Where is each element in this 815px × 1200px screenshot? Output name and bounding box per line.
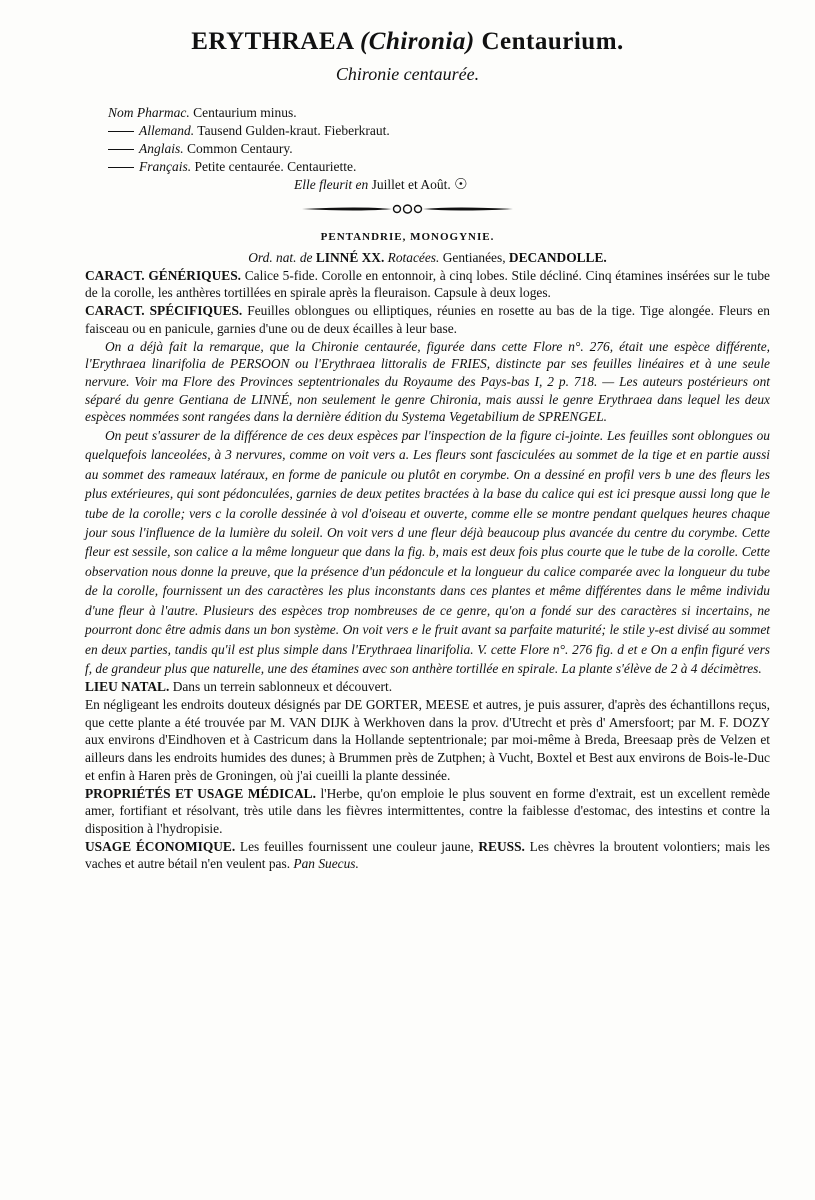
author-reuss: REUSS. [478, 838, 525, 854]
name-label: Allemand. [139, 123, 195, 138]
lieu-details: En négligeant les endroits douteux désignés par DE GORTER, MEESE et autres, je puis assurer, d'après des échantillons reçus, que cette plante a été trouvée par M. VAN DIJK à Werkhoven dans la prov. d'Utrecht et près d' Amersfoort; par M. F. DOZY aux environs d'Eindhoven et à Castricum dans la Hollande septentrionale; par moi-même à Breda, Breesaap près de Velzen et ailleurs dans les endroits humides des dunes; à Brummen près de Zutphen; à Vucht, Boxtel et Best aux environs de Bois-le-Duc et enfin à Haren près de Groningen, où j'ai cueilli la plante dessinée. [85, 697, 770, 783]
section-text: Feuilles oblongues ou elliptiques, réunies en rosette au bas de la tige. Tige alongée. Fleurs en faisceau ou en panicule, garnies d'une ou de deux écailles à leur base. [85, 303, 770, 336]
observation-1: On a déjà fait la remarque, que la Chironie centaurée, figurée dans cette Flore n°. 276, était une espèce différente, l'Erythraea linarifolia de PERSOON ou l'Erythraea littoralis de FRIES, distincte par ses feuilles linéaires et à une seule nervure. Voir ma Flore des Provinces septentrionales du Royaume des Pays-bas I, 2 p. 718. — Les auteurs postérieurs ont séparé du genre Gentiana de LINNÉ, non seulement le genre Chironia, mais aussi le genre Erythraea dans lequel les deux espèces nommées sont rangées dans la dernière édition du Systema Vegetabilium de SPRENGEL. [85, 338, 770, 425]
name-value: Common Centaury. [187, 141, 293, 156]
ordre-gentianees: Gentianées, [442, 250, 506, 265]
ordre-decandolle: DECANDOLLE. [508, 250, 607, 265]
common-names [108, 104, 668, 194]
section-text: Calice 5-fide. Corolle en entonnoir, à cinq lobes. Stile décliné. Cinq étamines insérées sur le tube de la corolle, les anthères tortillées en spirale après la fleuraison. Capsule à deux loges. [85, 267, 770, 301]
ordre-line [85, 249, 770, 267]
section-heading: CARACT. GÉNÉRIQUES. [85, 267, 241, 283]
ordre-lead: Ord. nat. de [248, 250, 313, 265]
section-heading: CARACT. SPÉCIFIQUES. [85, 303, 243, 319]
name-label: Nom Pharmac. [108, 105, 190, 120]
flowering-line [108, 176, 668, 194]
title-synonym: (Chironia) [359, 28, 475, 55]
dash-divider [108, 131, 134, 132]
page-subtitle: Chironie centaurée. [335, 64, 480, 84]
name-row-francais [108, 158, 668, 176]
section-text: l'Herbe, qu'on emploie le plus souvent en forme d'extrait, est un excellent remède amer, fortifiant et résolvant, très utile dans les fièvres intermittentes, contre la faiblesse d'estomac, des intestins et contre la disposition à l'hydropisie. [85, 785, 770, 836]
name-row-allemand [108, 122, 668, 140]
dash-divider [108, 167, 134, 168]
name-value: Centaurium minus. [193, 105, 297, 120]
reference-pan-suecus: Pan Suecus. [293, 856, 359, 872]
name-row-anglais [108, 140, 668, 158]
title-genus: ERYTHRAEA [191, 28, 354, 55]
classification: PENTANDRIE, MONOGYNIE. [320, 231, 495, 243]
ordre-linne: LINNÉ XX. [315, 250, 385, 265]
observation-2: On peut s'assurer de la différence de ces deux espèces par l'inspection de la figure ci-jointe. Les feuilles sont oblongues ou quelquefois lanceolées, à 3 nervures, comme on voit vers a. Les fleurs sont fasciculées au sommet de la tige et en partie aussi au sommet des rameaux latéraux, en forme de panicule ou plutôt en corymbe. On a dessiné en profil vers b une des fleurs les plus extérieures, qui sont pédonculées, garnies de deux petites bractées à la base du calice qui est ici presque aussi long que le tube de la corolle; vers c la corolle dessinée à vol d'oiseau et ouverte, comme elle se montre pendant quelques heures chaque jour sous l'influence de la lumière du soleil. On voit vers d une fleur déjà beaucoup plus avancée du centre du corymbe. Cette fleur est sessile, son calice a la même longueur que dans la fig. b, mais est deux fois plus courte que le tube de la corolle. Cette observation nous donne la preuve, que la présence d'un pédoncule et la longueur du calice comparée avec la longueur du tube de la corolle, fournissent un des caractères les plus inconstants dans ces plantes et même différentes dans le même individu d'une fleur à l'autre. Plusieurs des espèces trop nombreuses de ce genre, qu'on a fondé sur des caractères si incertains, ne pourront donc être admis dans un bon système. On voit vers e le fruit avant sa parfaite maturité; le stile y-est divisé au sommet en deux parties, tandis qu'il est plus simple dans l'Erythraea linarifolia. V. cette Flore n°. 276 fig. d et e On a enfin figuré vers f, de grandeur plus que naturelle, une des étamines avec son anthère tortillée en spirale. La plante s'élève de 2 à 4 décimètres. [85, 428, 770, 676]
name-value: Petite centaurée. Centauriette. [194, 159, 357, 174]
page-title [0, 28, 815, 56]
usage-economique [85, 838, 770, 873]
section-heading: PROPRIÉTÉS ET USAGE MÉDICAL. [85, 785, 316, 801]
ornament-divider-icon [300, 201, 515, 217]
ordre-rotacees: Rotacées. [387, 250, 440, 265]
title-species: Centaurium. [481, 28, 624, 55]
name-label: Anglais. [139, 141, 184, 156]
lieu-natal [85, 678, 770, 696]
caract-generiques [85, 267, 770, 302]
proprietes-medical [85, 785, 770, 838]
flowering-text: Elle fleurit en [294, 177, 369, 192]
annual-symbol-icon: ☉ [454, 177, 468, 193]
dash-divider [108, 149, 134, 150]
main-text [85, 249, 770, 873]
caract-specifiques [85, 302, 770, 337]
section-heading: USAGE ÉCONOMIQUE. [85, 838, 236, 854]
section-heading: LIEU NATAL. [85, 679, 170, 695]
section-text: Les feuilles fournissent une couleur jaune, [239, 838, 474, 854]
section-text: Dans un terrein sablonneux et découvert. [172, 679, 393, 695]
name-row-pharmac [108, 104, 668, 122]
name-value: Tausend Gulden-kraut. Fieberkraut. [197, 123, 390, 138]
section-text-2: Les chèvres la broutent volontiers; mais les vaches et autre bétail n'en veulent pas. [85, 838, 770, 872]
name-label: Français. [139, 159, 192, 174]
flowering-months: Juillet et Août. [371, 177, 451, 192]
